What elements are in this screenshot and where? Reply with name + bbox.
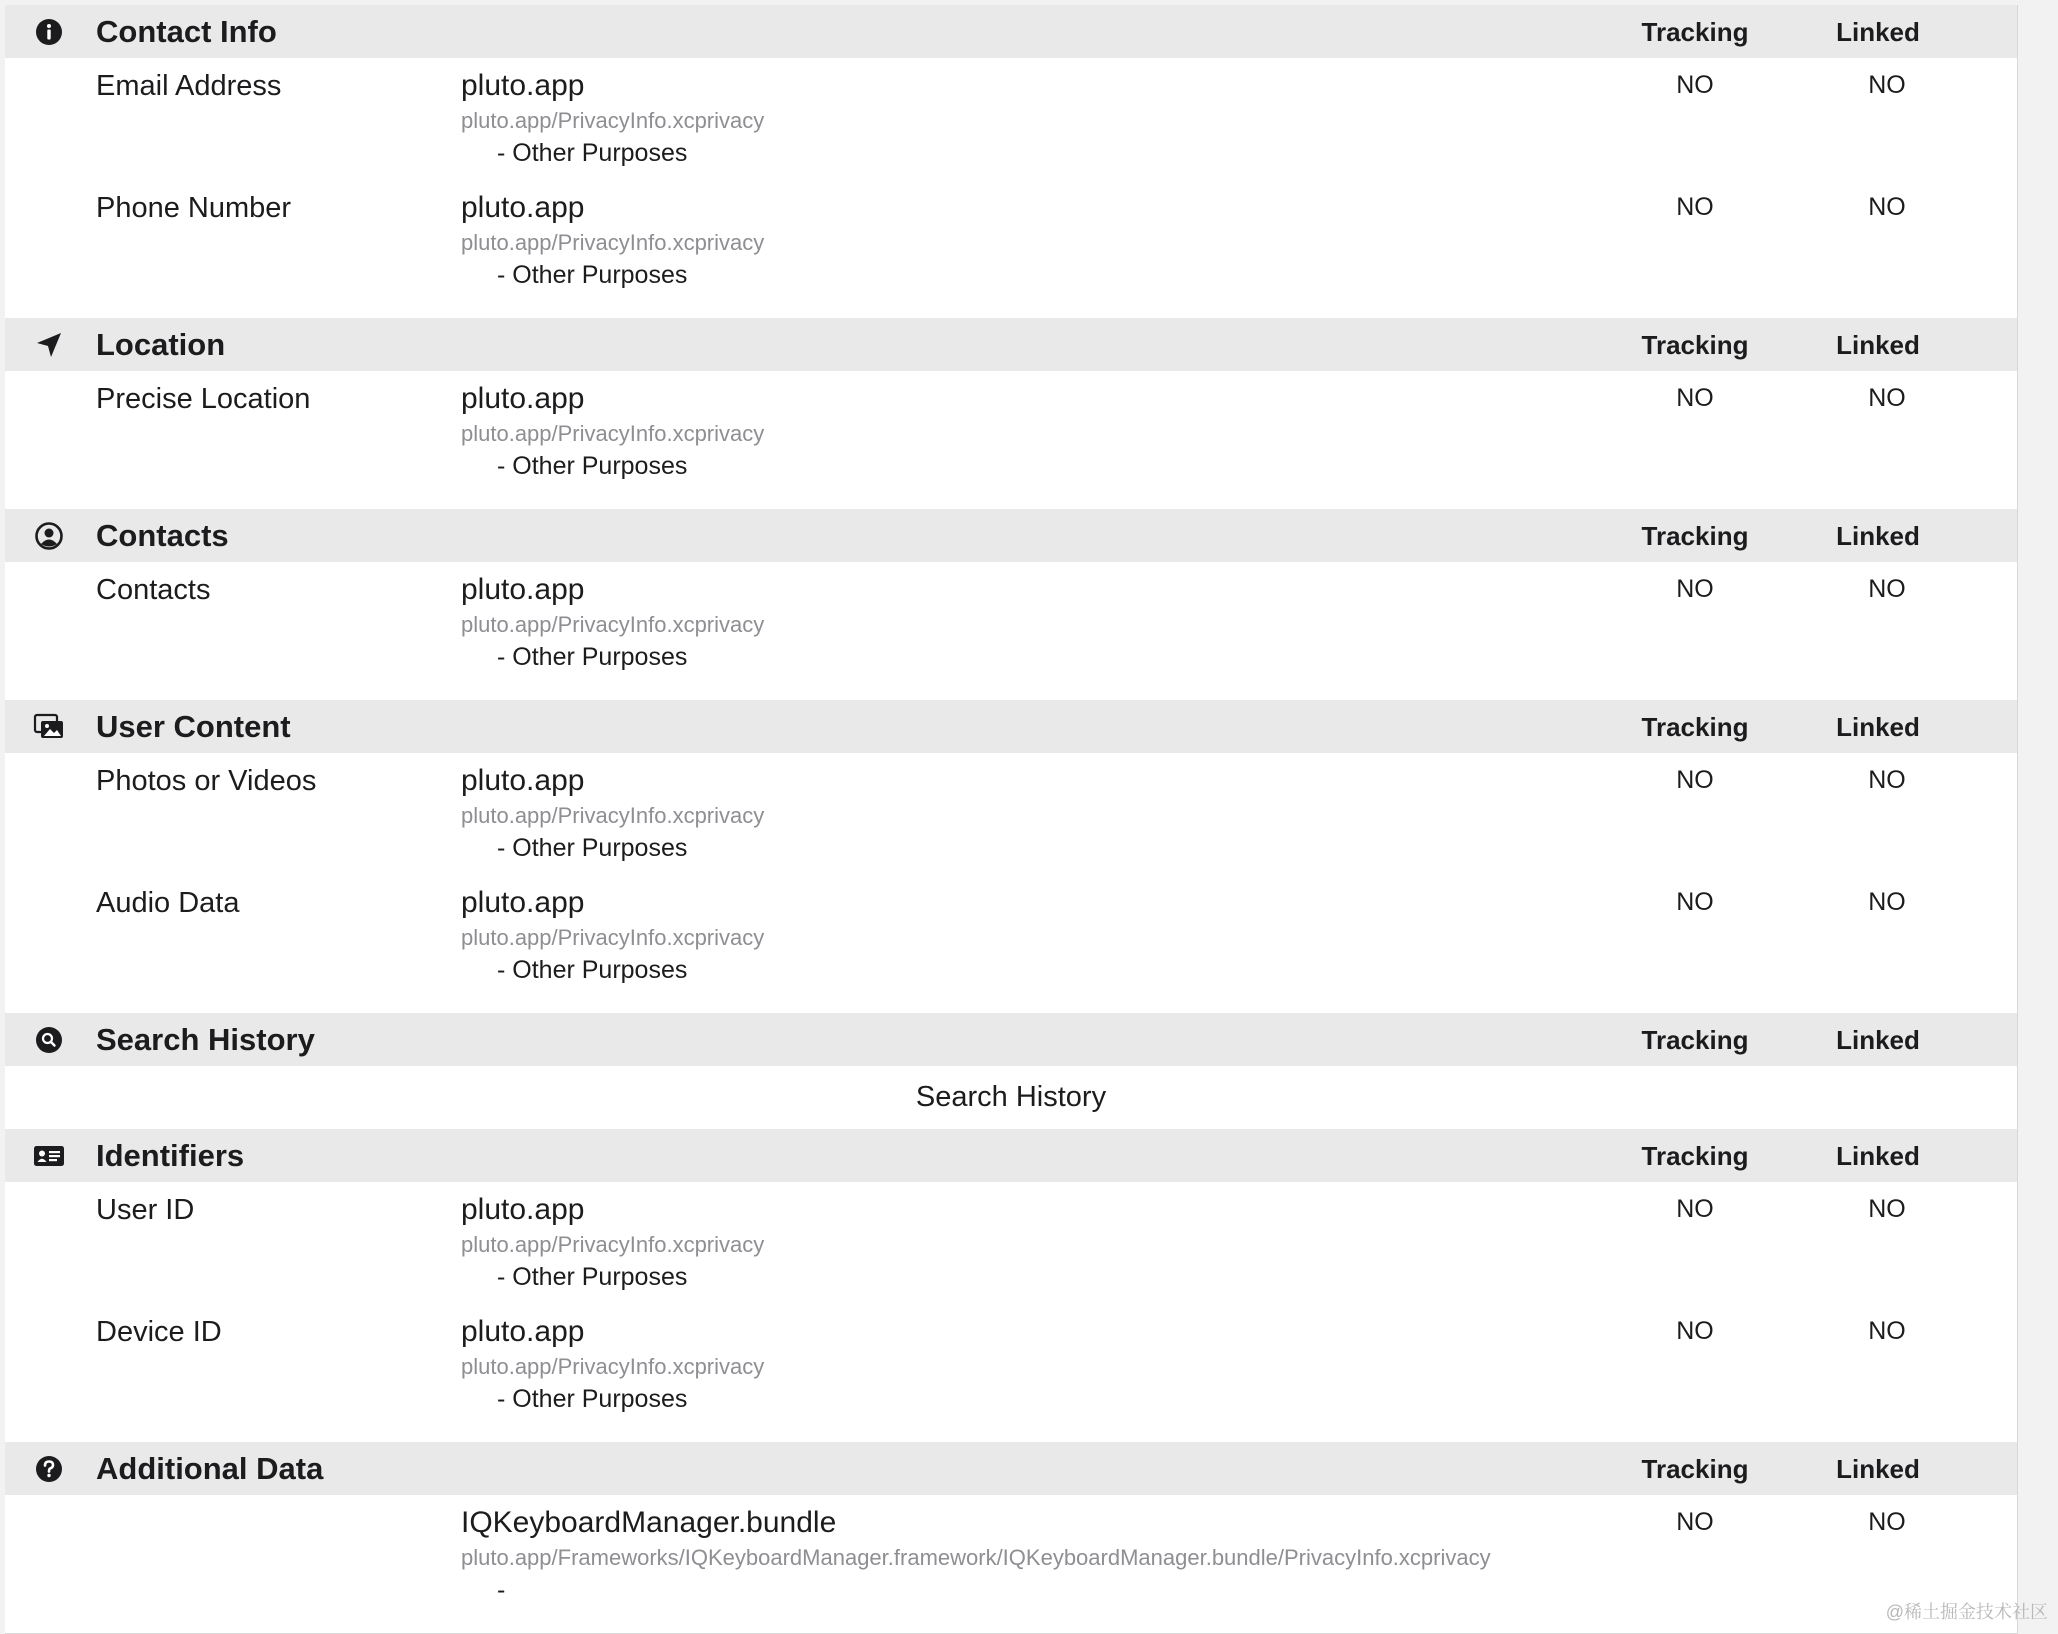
source-name: pluto.app (461, 573, 585, 606)
linked-column-header: Linked (1836, 1025, 1920, 1055)
tracking-value: NO (1676, 1195, 1714, 1223)
data-type-label: Precise Location (96, 383, 311, 415)
source-block (461, 765, 764, 863)
tracking-value: NO (1676, 888, 1714, 916)
person-circle-icon (33, 520, 65, 552)
section-header (5, 1013, 2017, 1066)
source-block (461, 887, 764, 985)
linked-value: NO (1868, 1317, 1906, 1345)
tracking-value: NO (1676, 193, 1714, 221)
data-row (5, 875, 2017, 1013)
data-row (5, 180, 2017, 318)
id-card-icon (33, 1140, 65, 1172)
purpose-text: - Other Purposes (497, 643, 688, 671)
tracking-column-header: Tracking (1641, 1025, 1749, 1055)
purpose-text: - Other Purposes (497, 834, 688, 862)
source-name: pluto.app (461, 382, 585, 415)
source-block (461, 1194, 764, 1292)
privacy-section (5, 1442, 2017, 1633)
source-name: IQKeyboardManager.bundle (461, 1506, 837, 1539)
section-title: User Content (96, 709, 291, 744)
tracking-value: NO (1676, 766, 1714, 794)
data-row (5, 753, 2017, 875)
tracking-value: NO (1676, 575, 1714, 603)
data-row (5, 58, 2017, 180)
source-name: pluto.app (461, 1315, 585, 1348)
tracking-value: NO (1676, 384, 1714, 412)
info-circle-icon (33, 16, 65, 48)
linked-value: NO (1868, 384, 1906, 412)
location-arrow-icon (33, 329, 65, 361)
privacy-section (5, 318, 2017, 509)
privacy-section (5, 509, 2017, 700)
data-type-label: Audio Data (96, 887, 240, 919)
linked-column-header: Linked (1836, 521, 1920, 551)
data-type-label: User ID (96, 1194, 195, 1226)
purpose-text: - Other Purposes (497, 261, 688, 289)
source-path: pluto.app/PrivacyInfo.xcprivacy (461, 1232, 765, 1257)
section-title: Contact Info (96, 14, 277, 49)
tracking-value: NO (1676, 1508, 1714, 1536)
data-row (5, 1495, 2017, 1633)
source-path: pluto.app/PrivacyInfo.xcprivacy (461, 612, 765, 637)
tracking-column-header: Tracking (1641, 17, 1749, 47)
data-row (5, 1182, 2017, 1304)
data-type-label: Contacts (96, 574, 211, 606)
source-path: pluto.app/PrivacyInfo.xcprivacy (461, 1354, 765, 1379)
data-row (5, 371, 2017, 509)
source-path: pluto.app/PrivacyInfo.xcprivacy (461, 421, 765, 446)
linked-column-header: Linked (1836, 330, 1920, 360)
purpose-text: - Other Purposes (497, 139, 688, 167)
linked-value: NO (1868, 1508, 1906, 1536)
data-type-label: Photos or Videos (96, 765, 317, 797)
purpose-text: - Other Purposes (497, 452, 688, 480)
linked-column-header: Linked (1836, 17, 1920, 47)
data-type-label: Phone Number (96, 192, 292, 224)
section-header (5, 1129, 2017, 1182)
purpose-text: - Other Purposes (497, 1385, 688, 1413)
source-block (461, 574, 764, 672)
data-type-label: Email Address (96, 70, 282, 102)
data-type-label: Device ID (96, 1316, 222, 1348)
source-path: pluto.app/Frameworks/IQKeyboardManager.framework/IQKeyboardManager.bundle/PrivacyInfo.xcprivacy (461, 1545, 1491, 1570)
source-path: pluto.app/PrivacyInfo.xcprivacy (461, 108, 765, 133)
tracking-value: NO (1676, 1317, 1714, 1345)
question-circle-icon (33, 1453, 65, 1485)
source-block (461, 192, 764, 290)
privacy-section (5, 1013, 2017, 1129)
source-name: pluto.app (461, 69, 585, 102)
data-row (5, 1304, 2017, 1442)
linked-column-header: Linked (1836, 1454, 1920, 1484)
photos-icon (33, 711, 65, 743)
source-name: pluto.app (461, 886, 585, 919)
tracking-column-header: Tracking (1641, 1141, 1749, 1171)
section-title: Search History (96, 1022, 315, 1057)
tracking-column-header: Tracking (1641, 521, 1749, 551)
source-block (461, 70, 764, 168)
source-name: pluto.app (461, 1193, 585, 1226)
source-name: pluto.app (461, 764, 585, 797)
section-title: Contacts (96, 518, 229, 553)
purpose-text: - (497, 1576, 506, 1604)
linked-value: NO (1868, 71, 1906, 99)
section-header (5, 1442, 2017, 1495)
purpose-text: - Other Purposes (497, 956, 688, 984)
linked-column-header: Linked (1836, 1141, 1920, 1171)
source-block (461, 1507, 1491, 1605)
section-header (5, 5, 2017, 58)
section-title: Location (96, 327, 226, 362)
section-title: Additional Data (96, 1451, 324, 1486)
section-title: Identifiers (96, 1138, 245, 1173)
source-path: pluto.app/PrivacyInfo.xcprivacy (461, 803, 765, 828)
linked-column-header: Linked (1836, 712, 1920, 742)
section-header (5, 318, 2017, 371)
tracking-column-header: Tracking (1641, 1454, 1749, 1484)
section-header (5, 509, 2017, 562)
privacy-report (5, 5, 2018, 1634)
search-circle-icon (33, 1024, 65, 1056)
linked-value: NO (1868, 575, 1906, 603)
empty-section-text: Search History (915, 1081, 1107, 1113)
privacy-section (5, 1129, 2017, 1442)
linked-value: NO (1868, 1195, 1906, 1223)
data-row (5, 562, 2017, 700)
tracking-column-header: Tracking (1641, 712, 1749, 742)
source-path: pluto.app/PrivacyInfo.xcprivacy (461, 230, 765, 255)
privacy-section (5, 700, 2017, 1013)
source-path: pluto.app/PrivacyInfo.xcprivacy (461, 925, 765, 950)
purpose-text: - Other Purposes (497, 1263, 688, 1291)
source-name: pluto.app (461, 191, 585, 224)
tracking-value: NO (1676, 71, 1714, 99)
section-header (5, 700, 2017, 753)
watermark: @稀土掘金技术社区 (1885, 1602, 2048, 1622)
privacy-section (5, 5, 2017, 318)
linked-value: NO (1868, 193, 1906, 221)
linked-value: NO (1868, 766, 1906, 794)
source-block (461, 383, 764, 481)
source-block (461, 1316, 764, 1414)
tracking-column-header: Tracking (1641, 330, 1749, 360)
linked-value: NO (1868, 888, 1906, 916)
